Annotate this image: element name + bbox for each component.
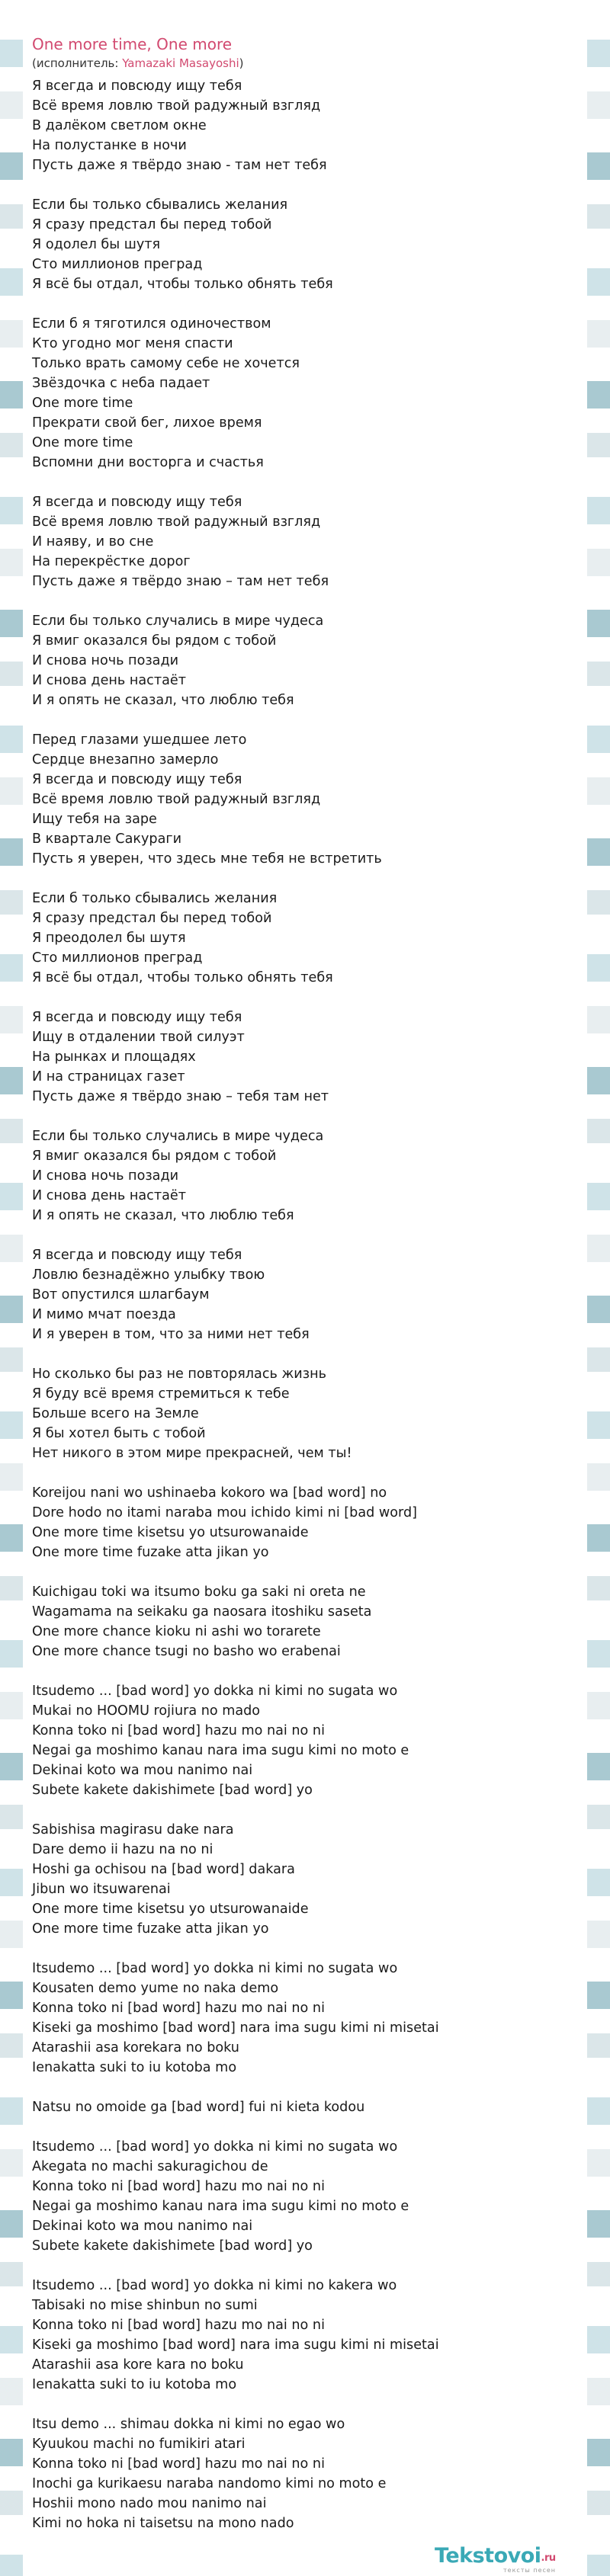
stanza — [32, 1126, 578, 1226]
lyric-line: Kyuukou machi no fumikiri atari — [32, 2437, 246, 2452]
lyric-line: Atarashii asa kore kara no boku — [32, 2357, 244, 2373]
lyric-line: Я всё бы отдал, чтобы только обнять тебя — [32, 970, 333, 985]
lyric-line: Tabisaki no mise shinbun no sumi — [32, 2298, 258, 2313]
lyric-line: Itsu demo ... shimau dokka ni kimi no egao wo — [32, 2417, 345, 2432]
stanza — [32, 611, 578, 710]
lyric-line: Akegata no machi sakuragichou de — [32, 2159, 268, 2174]
lyric-line: Я одолел бы шутя — [32, 237, 161, 252]
lyrics-text — [32, 76, 578, 2533]
logo-tld: .ru — [541, 2552, 556, 2564]
stanza — [32, 730, 578, 869]
lyric-line: Ищу тебя на заре — [32, 812, 157, 827]
lyric-line: И мимо мчат поезда — [32, 1307, 176, 1322]
lyric-line: И я опять не сказал, что люблю тебя — [32, 1208, 294, 1223]
lyric-line: Itsudemo ... [bad word] yo dokka ni kimi no kakera wo — [32, 2278, 397, 2293]
lyric-line: На рынках и площадях — [32, 1049, 196, 1065]
lyric-line: Я всегда и повсюду ищу тебя — [32, 1010, 242, 1025]
lyric-line: Ловлю безнадёжно улыбку твою — [32, 1267, 265, 1283]
lyric-line: Если б я тяготился одиночеством — [32, 316, 271, 332]
lyric-line: Вспомни дни восторга и счастья — [32, 455, 264, 470]
lyric-line: Я всегда и повсюду ищу тебя — [32, 772, 242, 787]
lyric-line: Если бы только случались в мире чудеса — [32, 1129, 324, 1144]
lyric-line: Я преодолел бы шутя — [32, 931, 186, 946]
lyric-line: На перекрёстке дорог — [32, 554, 191, 569]
stanza — [32, 2137, 578, 2256]
lyric-line: И снова день настаёт — [32, 1188, 186, 1203]
lyric-line: Kiseki ga moshimo [bad word] nara ima sugu kimi ni misetai — [32, 2020, 439, 2036]
lyric-line: One more time fuzake atta jikan yo — [32, 1921, 269, 1937]
lyric-line: Я сразу предстал бы перед тобой — [32, 217, 272, 232]
lyric-line: Inochi ga kurikaesu naraba nandomo kimi no moto e — [32, 2476, 387, 2491]
lyric-line: Я бы хотел быть с тобой — [32, 1426, 206, 1441]
lyric-line: Konna toko ni [bad word] hazu mo nai no ni — [32, 2001, 325, 2016]
lyric-line: Я вмиг оказался бы рядом с тобой — [32, 633, 277, 649]
lyric-line: Я буду всё время стремиться к тебе — [32, 1386, 290, 1402]
lyric-line: И снова ночь позади — [32, 1168, 179, 1184]
stanza — [32, 195, 578, 294]
lyric-line: Dare demo ii hazu na no ni — [32, 1842, 214, 1857]
lyric-line: Negai ga moshimo kanau nara ima sugu kimi no moto e — [32, 2199, 409, 2214]
lyric-line: Natsu no omoide ga [bad word] fui ni kieta kodou — [32, 2100, 365, 2115]
lyric-line: Сто миллионов преград — [32, 257, 203, 272]
lyric-line: Kimi no hoka ni taisetsu na mono nado — [32, 2516, 294, 2531]
lyric-line: И снова ночь позади — [32, 653, 179, 668]
stanza — [32, 1582, 578, 1661]
lyric-line: One more time — [32, 435, 133, 450]
lyric-line: Нет никого в этом мире прекрасней, чем ты! — [32, 1446, 352, 1461]
lyric-line: В квартале Сакураги — [32, 831, 182, 847]
song-title: One more time, One more — [32, 35, 233, 53]
stanza — [32, 1820, 578, 1939]
lyric-line: Я всё бы отдал, чтобы только обнять тебя — [32, 277, 333, 292]
lyric-line: Кто угодно мог меня спасти — [32, 336, 233, 351]
lyric-line: Kousaten demo yume no naka demo — [32, 1981, 279, 1996]
lyric-line: Пусть даже я твёрдо знаю – тебя там нет — [32, 1089, 329, 1104]
artist-link[interactable]: Yamazaki Masayoshi — [122, 56, 239, 70]
lyric-line: Пусть даже я твёрдо знаю – там нет тебя — [32, 574, 329, 589]
lyric-line: Ищу в отдалении твой силуэт — [32, 1030, 245, 1045]
lyric-line: Звёздочка с неба падает — [32, 376, 210, 391]
stanza — [32, 1008, 578, 1107]
stanza — [32, 2276, 578, 2395]
lyric-line: Сто миллионов преград — [32, 950, 203, 966]
lyric-line: Koreijou nani wo ushinaeba kokoro wa [bad word] no — [32, 1485, 387, 1501]
lyric-line: Вот опустился шлагбаум — [32, 1287, 210, 1302]
lyric-line: Сердце внезапно замерло — [32, 752, 219, 767]
lyric-line: Kiseki ga moshimo [bad word] nara ima sugu kimi ni misetai — [32, 2337, 439, 2353]
lyric-line: И я опять не сказал, что люблю тебя — [32, 693, 294, 708]
lyric-line: Ienakatta suki to iu kotoba mo — [32, 2060, 237, 2075]
lyric-line: Я сразу предстал бы перед тобой — [32, 911, 272, 926]
artist-line — [32, 56, 578, 70]
lyric-line: Dore hodo no itami naraba mou ichido kimi ni [bad word] — [32, 1505, 417, 1520]
left-decorative-band — [0, 0, 23, 2576]
lyric-line: Всё время ловлю твой радужный взгляд — [32, 98, 321, 114]
lyric-line: На полустанке в ночи — [32, 138, 187, 153]
logo-main-text: Tekstovoi — [435, 2544, 541, 2568]
lyric-line: Konna toko ni [bad word] hazu mo nai no ni — [32, 2179, 325, 2194]
lyric-line: Перед глазами ушедшее лето — [32, 732, 247, 748]
lyric-line: Но сколько бы раз не повторялась жизнь — [32, 1366, 326, 1382]
lyric-line: Я всегда и повсюду ищу тебя — [32, 495, 242, 510]
lyric-line: Я вмиг оказался бы рядом с тобой — [32, 1149, 277, 1164]
lyric-line: Konna toko ni [bad word] hazu mo nai no ni — [32, 1723, 325, 1738]
lyric-line: И снова день настаёт — [32, 673, 186, 688]
lyric-line: Если б только сбывались желания — [32, 891, 278, 906]
stanza — [32, 1364, 578, 1463]
lyric-line: Dekinai koto wa mou nanimo nai — [32, 1763, 253, 1778]
artist-prefix: (исполнитель: — [32, 56, 123, 70]
lyric-line: Я всегда и повсюду ищу тебя — [32, 1248, 242, 1263]
logo-wordmark — [435, 2544, 556, 2568]
lyric-line: Ienakatta suki to iu kotoba mo — [32, 2377, 237, 2392]
stanza — [32, 2097, 578, 2117]
lyric-line: One more time kisetsu yo utsurowanaide — [32, 1902, 309, 1917]
lyric-line: Всё время ловлю твой радужный взгляд — [32, 514, 321, 530]
lyric-line: One more time — [32, 396, 133, 411]
stanza — [32, 2414, 578, 2533]
lyric-line: Kuichigau toki wa itsumo boku ga saki ni oreta ne — [32, 1584, 366, 1600]
lyric-line: Konna toko ni [bad word] hazu mo nai no ni — [32, 2318, 325, 2333]
site-logo[interactable] — [435, 2544, 595, 2574]
lyric-line: Sabishisa magirasu dake nara — [32, 1822, 234, 1837]
lyric-line: Я всегда и повсюду ищу тебя — [32, 78, 242, 94]
lyric-line: Hoshii mono nado mou nanimo nai — [32, 2496, 267, 2511]
stanza — [32, 1483, 578, 1562]
lyric-line: В далёком светлом окне — [32, 118, 207, 133]
lyric-line: Пусть даже я твёрдо знаю - там нет тебя — [32, 158, 327, 173]
logo-subtitle: тексты песен — [503, 2567, 557, 2574]
lyric-line: Negai ga moshimo kanau nara ima sugu kimi no moto e — [32, 1743, 409, 1758]
lyric-line: И на страницах газет — [32, 1069, 185, 1085]
lyric-line: Пусть я уверен, что здесь мне тебя не встретить — [32, 851, 382, 867]
lyric-line: Itsudemo ... [bad word] yo dokka ni kimi no sugata wo — [32, 1684, 398, 1699]
lyric-line: Больше всего на Земле — [32, 1406, 199, 1421]
lyric-line: One more chance tsugi no basho wo erabenai — [32, 1644, 341, 1659]
lyric-line: Atarashii asa korekara no boku — [32, 2040, 239, 2055]
stanza — [32, 76, 578, 175]
lyric-line: Только врать самому себе не хочется — [32, 356, 300, 371]
lyrics-page — [23, 0, 587, 2576]
lyric-line: Subete kakete dakishimete [bad word] yo — [32, 2238, 313, 2254]
lyric-line: One more time kisetsu yo utsurowanaide — [32, 1525, 309, 1540]
lyric-line: Если бы только сбывались желания — [32, 197, 288, 213]
lyric-line: Mukai no HOOMU rojiura no mado — [32, 1703, 261, 1719]
lyric-line: One more time fuzake atta jikan yo — [32, 1545, 269, 1560]
lyric-line: Wagamama na seikaku ga naosara itoshiku saseta — [32, 1604, 372, 1620]
right-decorative-band — [587, 0, 610, 2576]
stanza — [32, 1245, 578, 1344]
lyric-line: Jibun wo itsuwarenai — [32, 1882, 171, 1897]
stanza — [32, 314, 578, 473]
lyric-line: Если бы только случались в мире чудеса — [32, 614, 324, 629]
lyric-line: И наяву, и во сне — [32, 534, 154, 549]
lyric-line: Konna toko ni [bad word] hazu mo nai no ni — [32, 2456, 325, 2472]
lyric-line: Subete kakete dakishimete [bad word] yo — [32, 1783, 313, 1798]
stanza — [32, 889, 578, 988]
lyric-line: Прекрати свой бег, лихое время — [32, 415, 262, 431]
stanza — [32, 492, 578, 591]
stanza — [32, 1959, 578, 2078]
stanza — [32, 1681, 578, 1800]
artist-suffix: ) — [239, 56, 244, 70]
lyric-line: One more chance kioku ni ashi wo torarete — [32, 1624, 321, 1639]
lyric-line: Hoshi ga ochisou na [bad word] dakara — [32, 1862, 295, 1877]
lyric-line: Itsudemo ... [bad word] yo dokka ni kimi no sugata wo — [32, 1961, 398, 1976]
lyric-line: Dekinai koto wa mou nanimo nai — [32, 2219, 253, 2234]
lyric-line: И я уверен в том, что за ними нет тебя — [32, 1327, 310, 1342]
lyric-line: Itsudemo ... [bad word] yo dokka ni kimi no sugata wo — [32, 2139, 398, 2155]
lyric-line: Всё время ловлю твой радужный взгляд — [32, 792, 321, 807]
